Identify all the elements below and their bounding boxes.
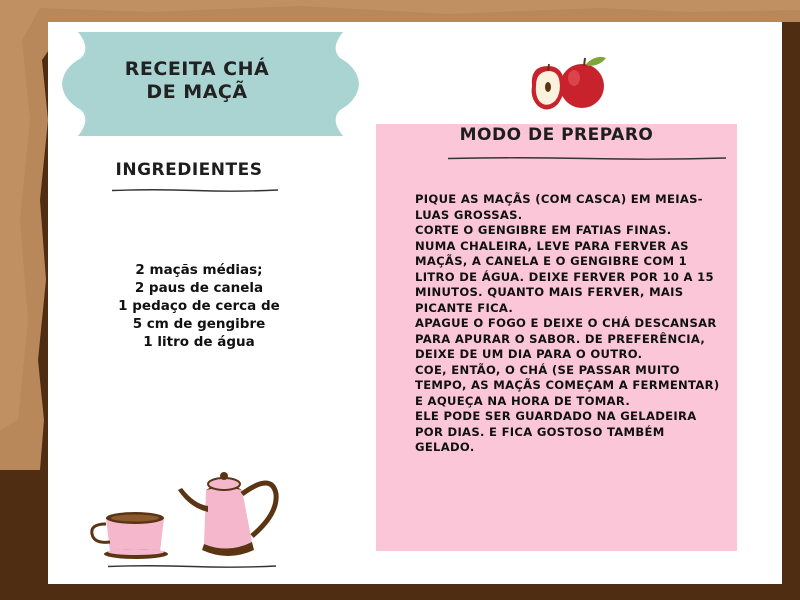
preparation-step: NUMA CHALEIRA, LEVE PARA FERVER AS MAÇÃS, A CANELA E O GENGIBRE COM 1 LITRO DE ÁGUA. DEIXE FERVER POR 10 A 15 MINUTOS. QUANTO MAIS FERVER, MAIS PICANTE FICA. xyxy=(415,238,714,315)
preparation-heading: MODO DE PREPARO xyxy=(459,125,654,145)
apple-icon xyxy=(524,52,614,114)
ingredients-heading: INGREDIENTES xyxy=(115,160,263,180)
preparation-steps xyxy=(415,192,727,456)
preparation-divider xyxy=(448,156,726,161)
ingredient-item: 5 cm de gengibre xyxy=(132,316,266,332)
ingredient-item: 2 maçãs médias; xyxy=(135,262,263,278)
preparation-step: CORTE O GENGIBRE EM FATIAS FINAS. xyxy=(415,223,672,237)
ingredient-item: 2 paus de canela xyxy=(134,280,264,296)
recipe-title-line1: RECEITA CHÁ xyxy=(124,58,270,80)
ingredients-list xyxy=(104,261,294,351)
recipe-title xyxy=(92,58,302,104)
preparation-step: APAGUE O FOGO E DEIXE O CHÁ DESCANSAR PARA APURAR O SABOR. DE PREFERÊNCIA, DEIXE DE UM DIA PARA O OUTRO. xyxy=(415,316,717,361)
ingredients-divider xyxy=(112,188,278,193)
teapot-icon xyxy=(86,452,286,572)
recipe-title-line2: DE MAÇÃ xyxy=(146,81,248,103)
preparation-step: COE, ENTÃO, O CHÁ (SE PASSAR MUITO TEMPO, AS MAÇÃS COMEÇAM A FERMENTAR) E AQUEÇA NA HORA DE TOMAR. xyxy=(415,362,720,408)
footer-divider xyxy=(108,564,276,569)
ingredient-item: 1 pedaço de cerca de xyxy=(118,298,280,314)
ingredient-item: 1 litro de água xyxy=(143,334,255,350)
preparation-step: PIQUE AS MAÇÃS (COM CASCA) EM MEIAS-LUAS GROSSAS. xyxy=(415,192,703,222)
preparation-step: ELE PODE SER GUARDADO NA GELADEIRA POR DIAS. E FICA GOSTOSO TAMBÉM GELADO. xyxy=(415,409,697,454)
